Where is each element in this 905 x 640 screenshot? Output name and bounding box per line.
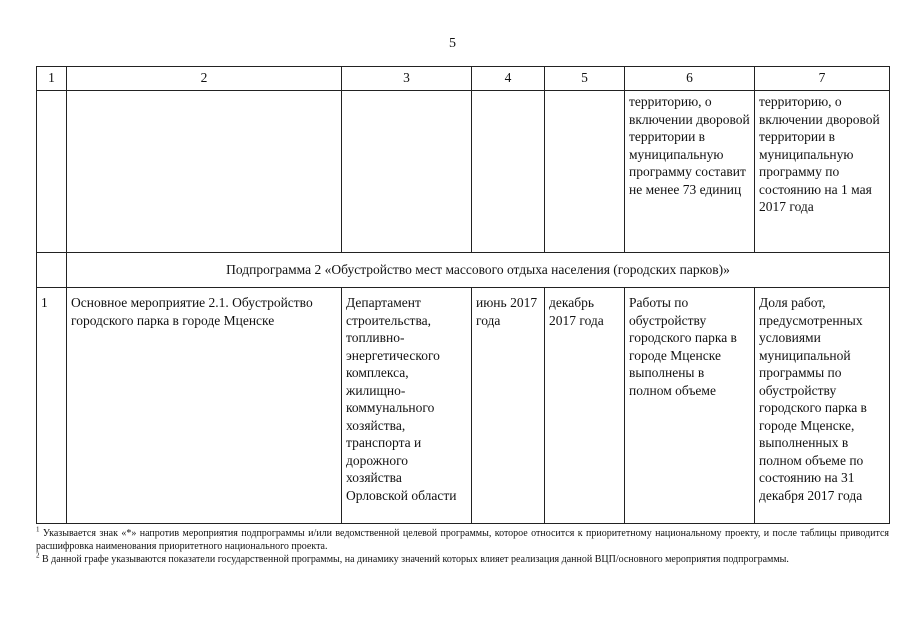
start-date: июнь 2017 года [472,288,545,524]
footnote-text: Указывается знак «*» напротив мероприятия подпрограммы и/или ведомственной целевой программы, которое относится к приоритетному национальному проекту, и после таблицы приводится расшифровка наименования приоритетного национального проекта. [36,528,889,552]
footnote-mark: 2 [36,551,40,560]
subprogram-row [37,253,890,288]
footnote-mark: 1 [36,525,40,534]
page-number: 5 [449,36,456,51]
footnotes [36,527,889,566]
footnote [36,553,889,566]
table-cell [342,91,472,253]
header-cell: 6 [625,67,755,91]
header-cell: 1 [37,67,67,91]
table-cell [37,253,67,288]
table-cell [67,91,342,253]
row-number: 1 [37,288,67,524]
header-cell: 7 [755,67,890,91]
table-cell: территорию, о включении дворовой территории в муниципальную программу составит не менее 73 единиц [625,91,755,253]
program-table [36,66,890,524]
table-cell [37,91,67,253]
header-cell: 2 [67,67,342,91]
footnote-text: В данной графе указываются показатели государственной программы, на динамику значений которых влияет реализация данной ВЦП/основного мероприятия подпрограммы. [42,554,789,565]
table-cell [472,91,545,253]
table-cell [545,91,625,253]
subprogram-title: Подпрограмма 2 «Обустройство мест массового отдыха населения (городских парков)» [67,253,890,288]
table-row [37,288,890,524]
table-header-row [37,67,890,91]
indicator: Доля работ, предусмотренных условиями муниципальной программы по обустройству городского парка в городе Мценске, выполненных в полном объеме по состоянию на 31 декабря 2017 года [755,288,890,524]
header-cell: 3 [342,67,472,91]
header-cell: 5 [545,67,625,91]
table-row [37,91,890,253]
activity-name: Основное мероприятие 2.1. Обустройство городского парка в городе Мценске [67,288,342,524]
expected-result: Работы по обустройству городского парка в городе Мценске выполнены в полном объеме [625,288,755,524]
footnote [36,527,889,553]
responsible-executor: Департамент строительства, топливно-энергетического комплекса, жилищно-коммунального хозяйства, транспорта и дорожного хозяйства Орловской области [342,288,472,524]
header-cell: 4 [472,67,545,91]
end-date: декабрь 2017 года [545,288,625,524]
table-cell: территорию, о включении дворовой территории в муниципальную программу по состоянию на 1 мая 2017 года [755,91,890,253]
